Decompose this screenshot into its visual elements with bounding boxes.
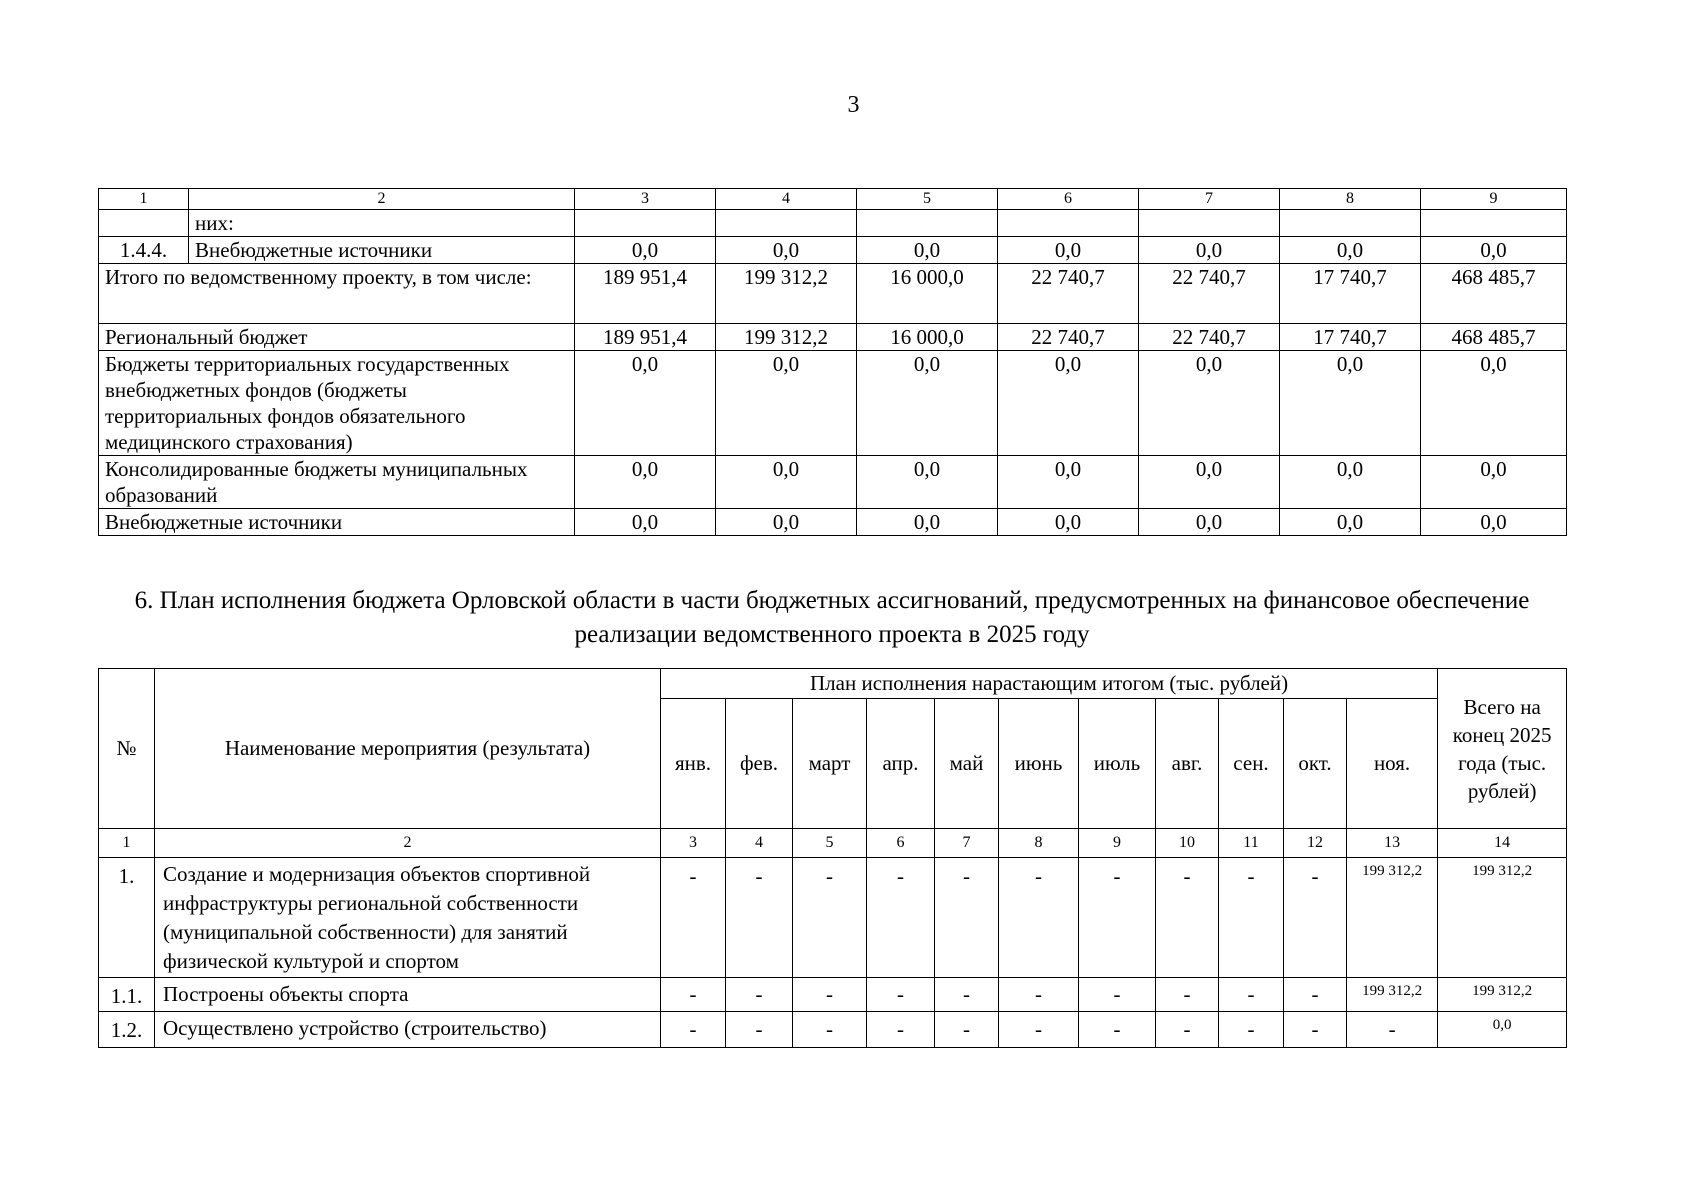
table-row	[99, 237, 1567, 264]
value-cell: 0,0	[575, 509, 716, 536]
month-value: -	[935, 858, 999, 978]
total-value: 199 312,2	[1438, 978, 1567, 1012]
value-cell: 0,0	[1421, 351, 1567, 456]
month-header: июнь	[999, 699, 1079, 829]
table-row	[99, 324, 1567, 351]
november-value: -	[1347, 1012, 1438, 1048]
column-number: 14	[1438, 829, 1567, 858]
column-number: 1	[99, 829, 155, 858]
month-value: -	[661, 1012, 726, 1048]
total-value: 199 312,2	[1438, 858, 1567, 978]
value-cell: 22 740,7	[1139, 264, 1280, 324]
column-number: 1	[99, 189, 189, 210]
month-value: -	[1284, 978, 1347, 1012]
column-number: 3	[661, 829, 726, 858]
column-number: 6	[867, 829, 935, 858]
november-value: 199 312,2	[1347, 978, 1438, 1012]
value-cell: 17 740,7	[1280, 264, 1421, 324]
row-number	[99, 210, 189, 237]
value-cell	[1139, 210, 1280, 237]
month-value: -	[1156, 1012, 1219, 1048]
row-label: Внебюджетные источники	[99, 509, 575, 536]
value-cell: 0,0	[1280, 509, 1421, 536]
page-number: 3	[847, 92, 860, 118]
financing-table	[98, 188, 1567, 536]
month-header: сен.	[1219, 699, 1284, 829]
month-value: -	[867, 1012, 935, 1048]
table-row	[99, 978, 1567, 1012]
table-row	[99, 456, 1567, 509]
month-value: -	[1079, 858, 1156, 978]
budget-plan-table	[98, 668, 1567, 1048]
value-cell: 0,0	[857, 351, 998, 456]
month-value: -	[999, 978, 1079, 1012]
value-cell: 0,0	[1139, 237, 1280, 264]
row-label: Региональный бюджет	[99, 324, 575, 351]
row-number: 1.	[99, 858, 155, 978]
column-number: 10	[1156, 829, 1219, 858]
value-cell: 0,0	[1421, 456, 1567, 509]
financing-table-body	[99, 189, 1567, 536]
value-cell	[575, 210, 716, 237]
month-header: март	[793, 699, 867, 829]
value-cell: 0,0	[857, 509, 998, 536]
table-row	[99, 1012, 1567, 1048]
month-value: -	[726, 978, 793, 1012]
month-value: -	[935, 1012, 999, 1048]
column-number: 7	[935, 829, 999, 858]
row-number: 1.4.4.	[99, 237, 189, 264]
row-label: Консолидированные бюджеты муниципальных образований	[99, 456, 575, 509]
value-cell: 0,0	[575, 351, 716, 456]
column-number: 5	[857, 189, 998, 210]
value-cell: 0,0	[1280, 351, 1421, 456]
column-number: 8	[999, 829, 1079, 858]
row-label: Внебюджетные источники	[189, 237, 575, 264]
month-header: апр.	[867, 699, 935, 829]
row-name: Создание и модернизация объектов спортивной инфраструктуры региональной собственности (муниципальной собственности) для занятий физической культурой и спортом	[155, 858, 661, 978]
column-number: 4	[716, 189, 857, 210]
table-row	[99, 858, 1567, 978]
value-cell: 22 740,7	[998, 324, 1139, 351]
column-number: 4	[726, 829, 793, 858]
row-number: 1.1.	[99, 978, 155, 1012]
column-number: 9	[1421, 189, 1567, 210]
value-cell: 468 485,7	[1421, 264, 1567, 324]
month-value: -	[999, 858, 1079, 978]
header-total: Всего на конец 2025 года (тыс. рублей)	[1438, 669, 1567, 829]
month-header: май	[935, 699, 999, 829]
header-name: Наименование мероприятия (результата)	[155, 669, 661, 829]
column-number: 11	[1219, 829, 1284, 858]
month-value: -	[661, 978, 726, 1012]
month-value: -	[661, 858, 726, 978]
november-value: 199 312,2	[1347, 858, 1438, 978]
value-cell: 22 740,7	[998, 264, 1139, 324]
month-header: ноя.	[1347, 699, 1438, 829]
table-row	[99, 210, 1567, 237]
column-number-row	[99, 189, 1567, 210]
month-value: -	[793, 978, 867, 1012]
row-label: них:	[189, 210, 575, 237]
value-cell: 0,0	[716, 237, 857, 264]
value-cell: 199 312,2	[716, 264, 857, 324]
header-number: №	[99, 669, 155, 829]
month-value: -	[1219, 1012, 1284, 1048]
table-row	[99, 351, 1567, 456]
table-row	[99, 264, 1567, 324]
value-cell	[716, 210, 857, 237]
column-number: 2	[155, 829, 661, 858]
month-value: -	[1156, 858, 1219, 978]
value-cell: 0,0	[1421, 237, 1567, 264]
row-label: Итого по ведомственному проекту, в том числе:	[99, 264, 575, 324]
column-number: 12	[1284, 829, 1347, 858]
row-number: 1.2.	[99, 1012, 155, 1048]
column-number: 6	[998, 189, 1139, 210]
value-cell: 0,0	[998, 456, 1139, 509]
value-cell: 0,0	[857, 456, 998, 509]
budget-plan-body	[99, 829, 1567, 1048]
column-number: 2	[189, 189, 575, 210]
value-cell	[998, 210, 1139, 237]
column-number: 7	[1139, 189, 1280, 210]
month-value: -	[726, 1012, 793, 1048]
value-cell: 199 312,2	[716, 324, 857, 351]
value-cell: 0,0	[716, 351, 857, 456]
value-cell: 22 740,7	[1139, 324, 1280, 351]
value-cell: 0,0	[998, 237, 1139, 264]
value-cell: 16 000,0	[857, 264, 998, 324]
month-value: -	[935, 978, 999, 1012]
month-header: фев.	[726, 699, 793, 829]
value-cell: 0,0	[1139, 351, 1280, 456]
value-cell: 0,0	[1280, 456, 1421, 509]
value-cell: 0,0	[575, 456, 716, 509]
month-value: -	[1156, 978, 1219, 1012]
value-cell: 0,0	[716, 509, 857, 536]
section-title: 6. План исполнения бюджета Орловской области в части бюджетных ассигнований, предусмотренных на финансовое обеспечение реализации ведомственного проекта в 2025 году	[134, 587, 1530, 648]
total-value: 0,0	[1438, 1012, 1567, 1048]
month-value: -	[1284, 1012, 1347, 1048]
column-number: 8	[1280, 189, 1421, 210]
month-value: -	[793, 858, 867, 978]
month-value: -	[1284, 858, 1347, 978]
month-header: янв.	[661, 699, 726, 829]
row-name: Осуществлено устройство (строительство)	[155, 1012, 661, 1048]
column-number: 3	[575, 189, 716, 210]
row-label: Бюджеты территориальных государственных внебюджетных фондов (бюджеты территориальных фондов обязательного медицинского страхования)	[99, 351, 575, 456]
value-cell: 0,0	[1139, 509, 1280, 536]
month-value: -	[1219, 858, 1284, 978]
month-header: июль	[1079, 699, 1156, 829]
value-cell: 189 951,4	[575, 264, 716, 324]
value-cell: 0,0	[1139, 456, 1280, 509]
value-cell: 189 951,4	[575, 324, 716, 351]
month-value: -	[793, 1012, 867, 1048]
month-value: -	[726, 858, 793, 978]
value-cell: 0,0	[1280, 237, 1421, 264]
column-number-row	[99, 829, 1567, 858]
value-cell: 0,0	[716, 456, 857, 509]
value-cell	[1421, 210, 1567, 237]
header-plan: План исполнения нарастающим итогом (тыс. рублей)	[661, 669, 1438, 699]
value-cell: 0,0	[1421, 509, 1567, 536]
value-cell: 16 000,0	[857, 324, 998, 351]
value-cell: 0,0	[575, 237, 716, 264]
month-value: -	[999, 1012, 1079, 1048]
month-header: авг.	[1156, 699, 1219, 829]
month-value: -	[867, 858, 935, 978]
value-cell: 0,0	[998, 351, 1139, 456]
column-number: 13	[1347, 829, 1438, 858]
value-cell: 17 740,7	[1280, 324, 1421, 351]
value-cell: 0,0	[857, 237, 998, 264]
value-cell: 468 485,7	[1421, 324, 1567, 351]
month-value: -	[1079, 978, 1156, 1012]
table-row	[99, 509, 1567, 536]
value-cell	[857, 210, 998, 237]
row-name: Построены объекты спорта	[155, 978, 661, 1012]
month-header: окт.	[1284, 699, 1347, 829]
month-value: -	[1079, 1012, 1156, 1048]
column-number: 5	[793, 829, 867, 858]
month-value: -	[1219, 978, 1284, 1012]
month-value: -	[867, 978, 935, 1012]
value-cell: 0,0	[998, 509, 1139, 536]
value-cell	[1280, 210, 1421, 237]
column-number: 9	[1079, 829, 1156, 858]
